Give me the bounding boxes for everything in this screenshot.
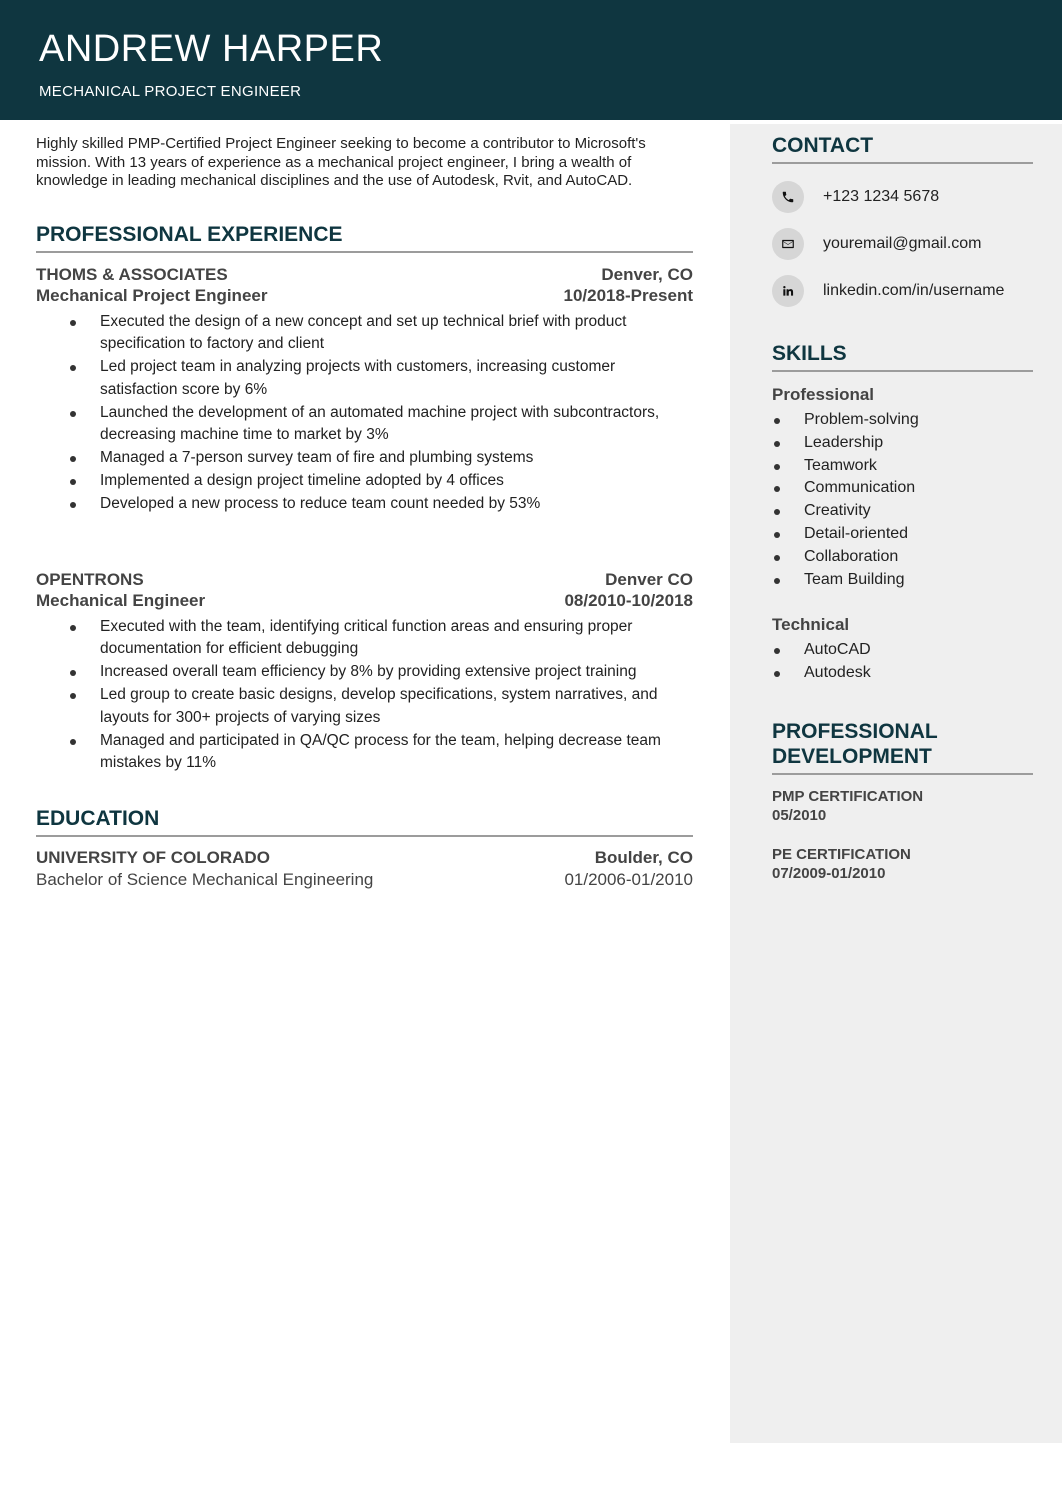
contact-phone <box>772 180 1033 214</box>
experience-section-title: PROFESSIONAL EXPERIENCE <box>36 223 693 253</box>
education-section-title: EDUCATION <box>36 807 693 837</box>
job-bullet: Developed a new process to reduce team count needed by 53% <box>36 493 693 516</box>
skill-item: Collaboration <box>772 546 1033 569</box>
technical-skills-list <box>772 639 1033 685</box>
skill-item: Leadership <box>772 432 1033 455</box>
contact-email <box>772 227 1033 261</box>
contact-linkedin <box>772 274 1033 308</box>
skill-item: AutoCAD <box>772 639 1033 662</box>
email-text[interactable]: youremail@gmail.com <box>823 235 982 252</box>
education-school: UNIVERSITY OF COLORADO <box>36 848 270 868</box>
education-dates: 01/2006-01/2010 <box>564 869 693 889</box>
job-company: THOMS & ASSOCIATES <box>36 264 228 284</box>
contact-section-title: CONTACT <box>772 134 1033 164</box>
development-title-line2: DEVELOPMENT <box>772 744 932 768</box>
job-bullet: Increased overall team efficiency by 8% by providing extensive project training <box>36 661 693 684</box>
job-bullet: Implemented a design project timeline adopted by 4 offices <box>36 470 693 493</box>
phone-icon <box>772 181 804 213</box>
education-entry <box>36 847 693 890</box>
candidate-role: MECHANICAL PROJECT ENGINEER <box>39 83 302 100</box>
skill-item: Autodesk <box>772 662 1033 685</box>
linkedin-text[interactable]: linkedin.com/in/username <box>823 282 1005 299</box>
job-bullet: Managed and participated in QA/QC process for the team, helping decrease team mistakes by 11% <box>36 730 693 776</box>
job-bullet: Executed the design of a new concept and set up technical brief with product specification to factory and client <box>36 311 693 357</box>
certification-entry <box>772 845 1033 883</box>
education-degree: Bachelor of Science Mechanical Engineering <box>36 869 374 889</box>
summary-text: Highly skilled PMP-Certified Project Engineer seeking to become a contributor to Microsoft's mission. With 13 years of experience as a mechanical project engineer, I bring a wealth of knowledge in leading mechanical disciplines and the use of Autodesk, Rvit, and AutoCAD. <box>36 135 646 189</box>
job-title: Mechanical Engineer <box>36 591 206 611</box>
skill-item: Creativity <box>772 500 1033 523</box>
certification-entry <box>772 787 1033 825</box>
education-location: Boulder, CO <box>594 848 693 868</box>
skill-item: Problem-solving <box>772 409 1033 432</box>
job-bullet: Led group to create basic designs, develop specifications, system narratives, and layouts for 300+ projects of varying sizes <box>36 684 693 730</box>
skills-professional-label: Professional <box>772 385 875 404</box>
job-dates: 10/2018-Present <box>563 286 693 305</box>
job-entry <box>36 264 693 516</box>
job-entry <box>36 569 693 776</box>
certification-date: 07/2009-01/2010 <box>772 864 886 882</box>
linkedin-icon <box>772 275 804 307</box>
phone-text[interactable]: +123 1234 5678 <box>823 188 940 205</box>
certification-date: 05/2010 <box>772 806 827 824</box>
job-dates: 08/2010-10/2018 <box>564 591 693 611</box>
job-bullet: Led project team in analyzing projects with customers, increasing customer satisfaction score by 6% <box>36 356 693 402</box>
mail-icon <box>772 228 804 260</box>
job-bullet: Launched the development of an automated machine project with subcontractors, decreasing machine time to market by 3% <box>36 402 693 448</box>
skill-item: Detail-oriented <box>772 523 1033 546</box>
job-bullet: Executed with the team, identifying critical function areas and ensuring proper documentation for efficient debugging <box>36 616 693 662</box>
sidebar <box>730 124 1062 1443</box>
job-bullet: Managed a 7-person survey team of fire and plumbing systems <box>36 447 693 470</box>
professional-skills-list <box>772 409 1033 591</box>
certification-name: PMP CERTIFICATION <box>772 787 924 805</box>
job-company: OPENTRONS <box>36 569 144 589</box>
main-column <box>36 124 693 890</box>
skill-item: Teamwork <box>772 455 1033 478</box>
certification-name: PE CERTIFICATION <box>772 845 911 863</box>
job-bullets <box>36 616 693 776</box>
development-section-title <box>772 719 1033 775</box>
candidate-name: ANDREW HARPER <box>39 28 384 70</box>
job-location: Denver, CO <box>601 264 693 284</box>
resume-header <box>0 0 1062 120</box>
job-title: Mechanical Project Engineer <box>36 286 268 305</box>
skill-item: Communication <box>772 477 1033 500</box>
skills-technical-label: Technical <box>772 615 850 635</box>
job-bullets <box>36 311 693 516</box>
skill-item: Team Building <box>772 569 1033 592</box>
development-title-line1: PROFESSIONAL <box>772 719 938 743</box>
job-location: Denver CO <box>605 569 693 589</box>
skills-section-title: SKILLS <box>772 342 1033 372</box>
